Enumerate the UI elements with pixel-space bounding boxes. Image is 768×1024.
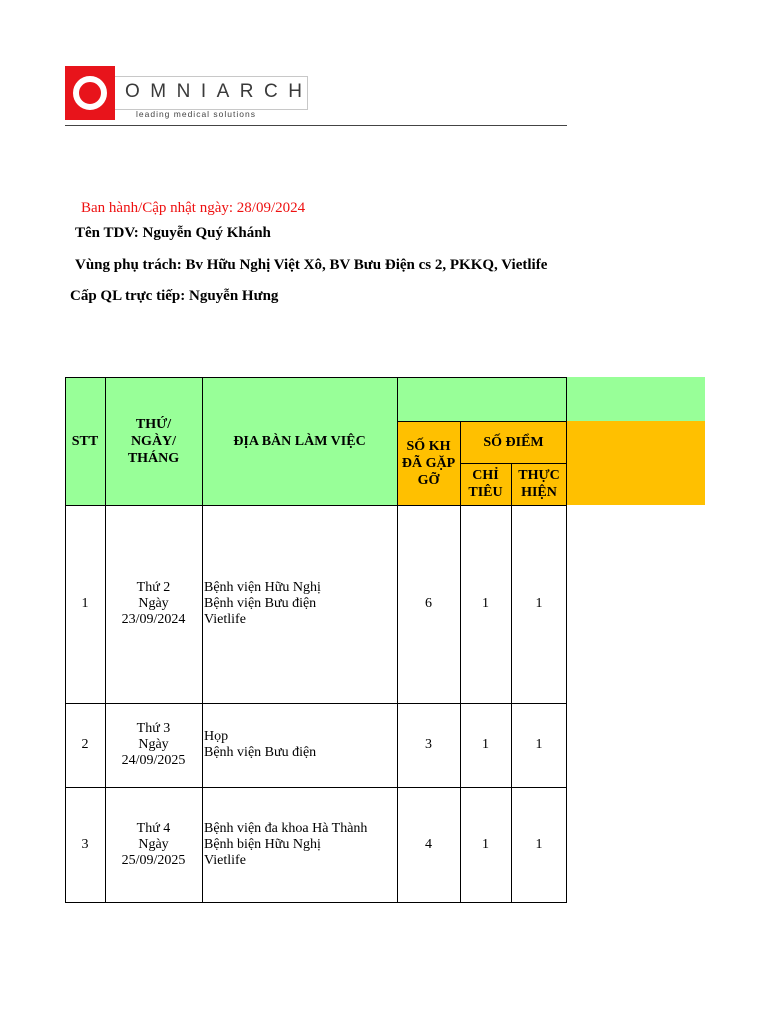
- omniarch-logo: [65, 66, 313, 121]
- responsible-region: Vùng phụ trách: Bv Hữu Nghị Việt Xô, BV Bưu Điện cs 2, PKKQ, Vietlife: [75, 257, 548, 273]
- row-2-date: Thứ 3 Ngày 24/09/2025: [121, 721, 186, 768]
- issued-date: Ban hành/Cập nhật ngày: 28/09/2024: [81, 200, 306, 216]
- row-2-actual: 1: [535, 737, 543, 752]
- row-1-stt: 1: [81, 596, 89, 611]
- logo-tagline: leading medical solutions: [136, 109, 256, 119]
- col-header-area: ĐỊA BÀN LÀM VIỆC: [233, 433, 366, 449]
- logo-ring-icon: [73, 76, 107, 110]
- row-3-stt: 3: [81, 836, 89, 852]
- row-1-date: Thứ 2 Ngày 23/09/2024: [121, 580, 186, 627]
- grid-line: [65, 902, 567, 903]
- col-header-actual: THỰC HIỆN: [518, 468, 560, 500]
- row-2-customers: 3: [425, 737, 432, 752]
- logo-wordmark: OMNIARCH: [125, 81, 313, 102]
- direct-manager: Cấp QL trực tiếp: Nguyễn Hưng: [70, 288, 279, 304]
- row-3-target: 1: [482, 836, 489, 852]
- logo-mark: [65, 66, 115, 120]
- col-header-stt: STT: [71, 433, 99, 449]
- row-1-area: Bệnh viện Hữu Nghị Bệnh viện Bưu điện Vietlife: [204, 580, 321, 627]
- col-header-date: THỨ/ NGÀY/ THÁNG: [127, 416, 180, 466]
- col-header-customers: SỐ KH ĐÃ GẶP GỠ: [401, 438, 456, 488]
- row-1-customers: 6: [425, 596, 432, 611]
- row-3-area: Bệnh viện đa khoa Hà Thành Bệnh biện Hữu Nghị Vietlife: [204, 820, 368, 868]
- col-header-target: CHỈ TIÊU: [468, 468, 503, 500]
- row-2-target: 1: [482, 737, 489, 752]
- col-header-points: SỐ ĐIỂM: [483, 434, 544, 450]
- row-2-area: Họp Bệnh viện Bưu điện: [204, 729, 317, 760]
- row-3-customers: 4: [425, 836, 432, 852]
- row-1-actual: 1: [535, 596, 543, 611]
- row-2-stt: 2: [81, 737, 89, 752]
- header-divider: [65, 125, 567, 126]
- row-3-date: Thứ 4 Ngày 25/09/2025: [121, 820, 186, 868]
- header-bg-top-right: [397, 377, 705, 421]
- row-1-target: 1: [482, 596, 489, 611]
- row-3-actual: 1: [535, 836, 543, 852]
- tdv-name: Tên TDV: Nguyễn Quý Khánh: [75, 225, 271, 241]
